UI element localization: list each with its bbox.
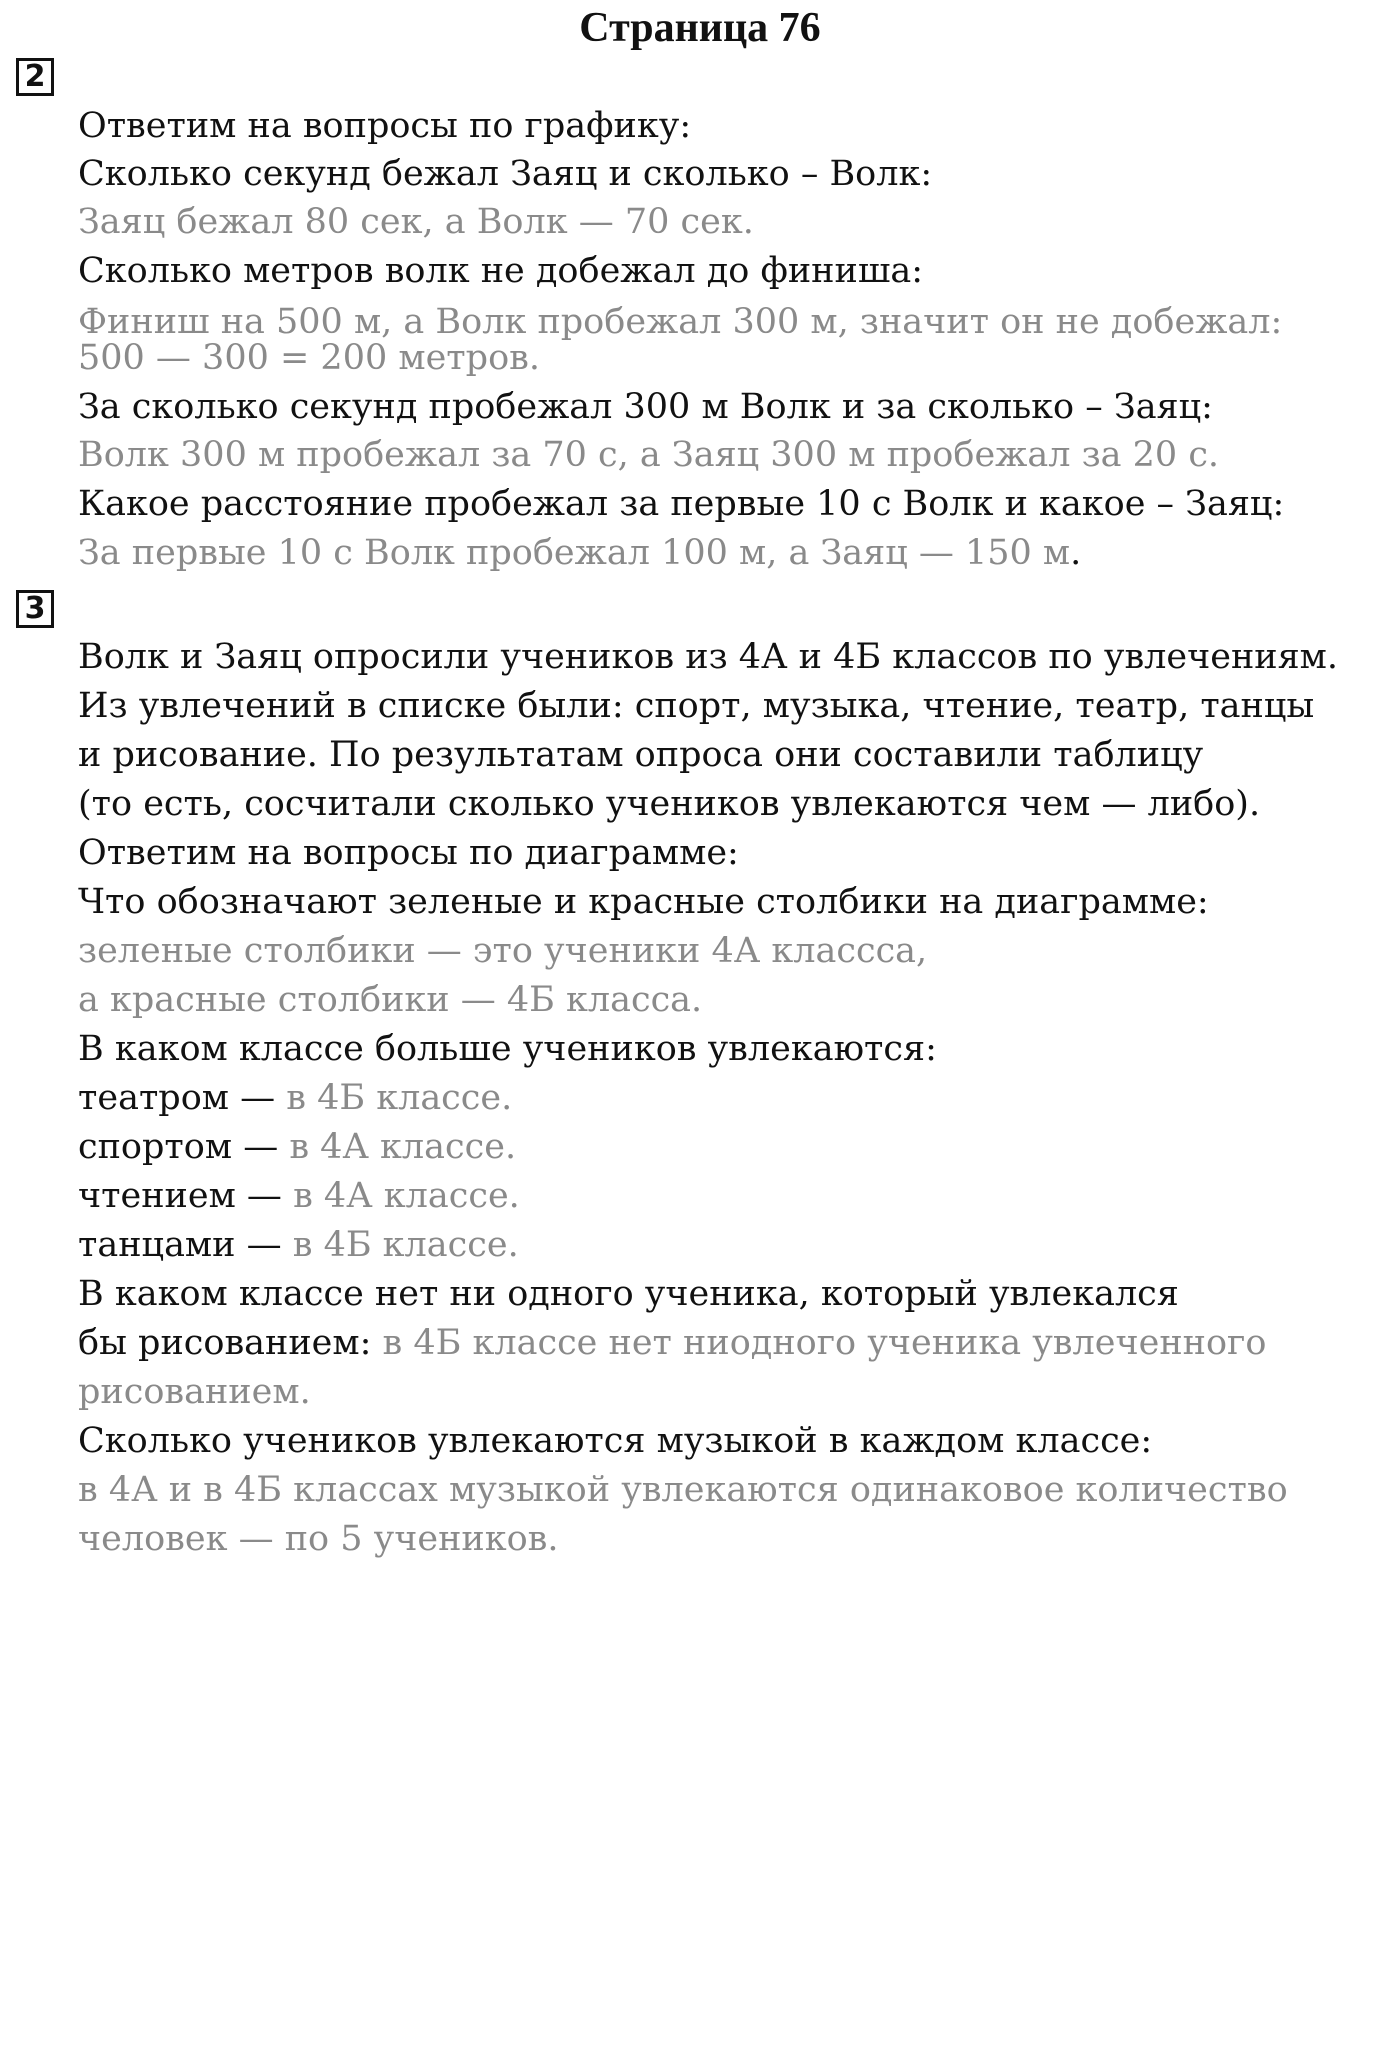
task-number-box: 3 <box>16 590 54 628</box>
task2-answer-2-line-2: 500 — 300 = 200 метров. <box>78 338 540 378</box>
task2-question-2: Сколько метров волк не добежал до финиша: <box>78 251 924 291</box>
task3-dance-row <box>78 1225 519 1265</box>
sport-label: спортом — <box>78 1127 290 1167</box>
task3-answer-3-line-1: в 4Б классе нет ниодного ученика увлеченного <box>382 1323 1267 1363</box>
page-title: Страница 76 <box>579 5 821 51</box>
task3-theatre-row <box>78 1078 512 1118</box>
task2-question-1: Сколько секунд бежал Заяц и сколько – Волк: <box>78 154 933 194</box>
reading-answer: в 4А классе. <box>293 1176 520 1216</box>
task3-answer-4-line-2: человек — по 5 учеников. <box>78 1519 559 1559</box>
task3-sport-row <box>78 1127 516 1167</box>
task3-paragraph-line-1: Волк и Заяц опросили учеников из 4А и 4Б классов по увлечениям. <box>78 637 1339 677</box>
task2-intro: Ответим на вопросы по графику: <box>78 106 692 146</box>
task3-question-4: Сколько учеников увлекаются музыкой в каждом классе: <box>78 1421 1153 1461</box>
task3-answer-3-line-2: рисованием. <box>78 1372 311 1412</box>
theatre-label: театром — <box>78 1078 287 1118</box>
task3-answer-1-line-2: а красные столбики — 4Б класса. <box>78 980 703 1020</box>
task3-answer-1-line-1: зеленые столбики — это ученики 4А классса, <box>78 931 928 971</box>
task3-question-3-line-2 <box>78 1323 1266 1363</box>
reading-label: чтением — <box>78 1176 294 1216</box>
task3-question-2: В каком классе больше учеников увлекаются: <box>78 1029 937 1069</box>
dance-label: танцами — <box>78 1225 293 1265</box>
task2-answer-4 <box>78 533 1081 573</box>
task3-answer-4-line-1: в 4А и в 4Б классах музыкой увлекаются одинаковое количество <box>78 1470 1288 1510</box>
task3-question-3-line-1: В каком классе нет ни одного ученика, который увлекался <box>78 1274 1179 1314</box>
task2-question-3: За сколько секунд пробежал 300 м Волк и за сколько – Заяц: <box>78 387 1213 427</box>
task2-answer-1: Заяц бежал 80 сек, а Волк — 70 сек. <box>78 202 754 242</box>
task2-answer-4-text: За первые 10 с Волк пробежал 100 м, а Заяц — 150 м <box>78 533 1071 573</box>
theatre-answer: в 4Б классе. <box>286 1078 513 1118</box>
task3-reading-row <box>78 1176 520 1216</box>
task2-answer-4-period: . <box>1070 533 1082 573</box>
task3-question-3-text: бы рисованием: <box>78 1323 383 1363</box>
task3-question-1: Что обозначают зеленые и красные столбики на диаграмме: <box>78 882 1209 922</box>
sport-answer: в 4А классе. <box>289 1127 517 1167</box>
task3-paragraph-line-4: (то есть, сосчитали сколько учеников увлекаются чем — либо). <box>78 784 1261 824</box>
task3-paragraph-line-3: и рисование. По результатам опроса они составили таблицу <box>78 735 1204 775</box>
task2-answer-2-line-1: Финиш на 500 м, а Волк пробежал 300 м, значит он не добежал: <box>78 302 1283 342</box>
task3-paragraph-line-2: Из увлечений в списке были: спорт, музыка, чтение, театр, танцы <box>78 686 1315 726</box>
task-number-box: 2 <box>16 58 54 96</box>
task2-answer-3: Волк 300 м пробежал за 70 с, а Заяц 300 м пробежал за 20 с. <box>78 435 1220 475</box>
task2-question-4: Какое расстояние пробежал за первые 10 с Волк и какое – Заяц: <box>78 484 1285 524</box>
dance-answer: в 4Б классе. <box>292 1225 519 1265</box>
task3-intro: Ответим на вопросы по диаграмме: <box>78 833 739 873</box>
